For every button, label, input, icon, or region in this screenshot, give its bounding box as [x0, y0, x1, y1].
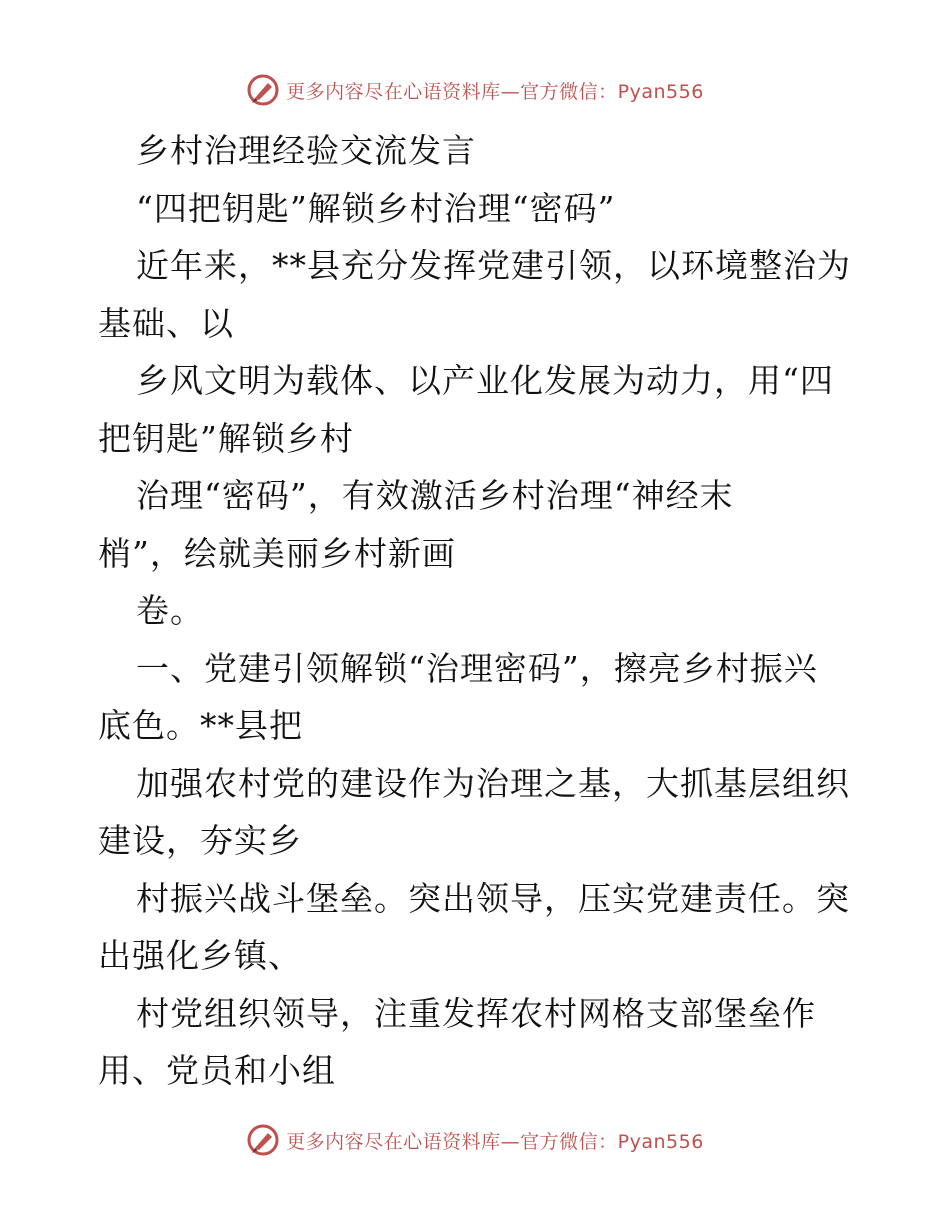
paragraph-line: 用、党员和小组	[98, 1051, 336, 1090]
doc-title: 乡村治理经验交流发言	[136, 131, 476, 170]
document-body	[98, 122, 858, 1100]
paragraph-line: 出强化乡镇、	[98, 936, 302, 975]
banner-text: 更多内容尽在心语资料库—官方微信：Pyan556	[286, 1130, 704, 1153]
paragraph-line: 卷。	[136, 591, 204, 630]
doc-subtitle: “四把钥匙”解锁乡村治理“密码”	[136, 188, 616, 228]
pen-logo-icon	[246, 1123, 280, 1157]
paragraph-line: 近年来，**县充分发挥党建引领，以环境整治为	[136, 246, 851, 285]
paragraph-line: 梢”，绘就美丽乡村新画	[98, 533, 456, 573]
header-banner	[0, 70, 950, 110]
paragraph-line: 村振兴战斗堡垒。突出领导，压实党建责任。突	[136, 878, 850, 918]
paragraph-line: 治理“密码”，有效激活乡村治理“神经末	[136, 476, 734, 515]
paragraph-line: 建设，夯实乡	[98, 821, 302, 860]
banner-text: 更多内容尽在心语资料库—官方微信：Pyan556	[286, 80, 704, 103]
paragraph-line: 村党组织领导，注重发挥农村网格支部堡垒作	[136, 993, 816, 1033]
footer-banner	[0, 1120, 950, 1160]
paragraph-line: 基础、以	[98, 303, 234, 343]
paragraph-line: 把钥匙”解锁乡村	[98, 418, 354, 458]
paragraph-line: 底色。**县把	[98, 706, 303, 745]
section-heading-line: 一、党建引领解锁“治理密码”，擦亮乡村振兴	[136, 648, 818, 688]
paragraph-line: 加强农村党的建设作为治理之基，大抓基层组织	[136, 763, 850, 803]
pen-logo-icon	[246, 73, 280, 107]
paragraph-line: 乡风文明为载体、以产业化发展为动力，用“四	[136, 361, 834, 400]
